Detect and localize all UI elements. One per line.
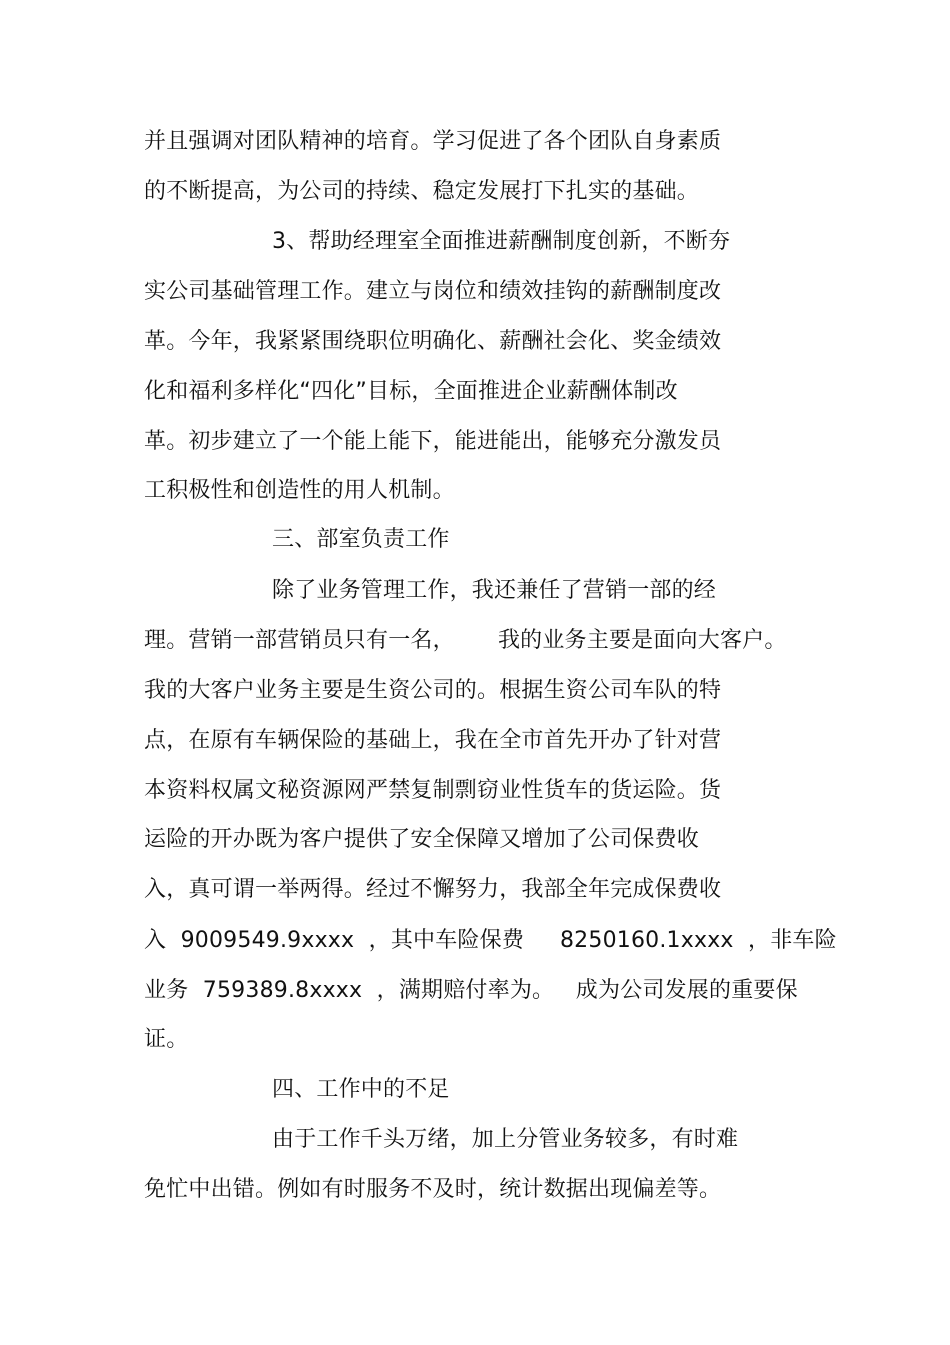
paragraph-line: 化和福利多样化“四化”目标，全面推进企业薪酬体制改 [144, 379, 678, 404]
paragraph-line: 本资料权属文秘资源网严禁复制剽窃业性货车的货运险。货 [144, 778, 722, 803]
section-heading: 四、工作中的不足 [272, 1077, 450, 1102]
paragraph-line: 运险的开办既为客户提供了安全保障又增加了公司保费收 [144, 827, 700, 852]
paragraph-line: 实公司基础管理工作。建立与岗位和绩效挂钩的薪酬制度改 [144, 279, 722, 304]
paragraph-line: 3、帮助经理室全面推进薪酬制度创新，不断夯 [272, 229, 731, 254]
paragraph-line: 我的大客户业务主要是生资公司的。根据生资公司车队的特 [144, 678, 722, 703]
paragraph-line: 工积极性和创造性的用人机制。 [144, 478, 455, 503]
paragraph-line: 入 9009549.9xxxx ，其中车险保费 8250160.1xxxx ，非车险 [144, 928, 837, 953]
paragraph-line: 免忙中出错。例如有时服务不及时，统计数据出现偏差等。 [144, 1177, 722, 1202]
paragraph-line: 点，在原有车辆保险的基础上，我在全市首先开办了针对营 [144, 728, 722, 753]
paragraph-line: 并且强调对团队精神的培育。学习促进了各个团队自身素质 [144, 129, 722, 154]
paragraph-line: 由于工作千头万绪，加上分管业务较多，有时难 [272, 1127, 739, 1152]
paragraph-line: 革。今年，我紧紧围绕职位明确化、薪酬社会化、奖金绩效 [144, 329, 722, 354]
paragraph-line: 证。 [144, 1027, 189, 1052]
paragraph-line: 的不断提高，为公司的持续、稳定发展打下扎实的基础。 [144, 179, 700, 204]
paragraph-line: 除了业务管理工作，我还兼任了营销一部的经 [272, 578, 717, 603]
paragraph-line: 业务 759389.8xxxx ，满期赔付率为。 成为公司发展的重要保 [144, 978, 798, 1003]
paragraph-line: 入，真可谓一举两得。经过不懈努力，我部全年完成保费收 [144, 877, 722, 902]
section-heading: 三、部室负责工作 [272, 527, 450, 552]
paragraph-line: 理。营销一部营销员只有一名， 我的业务主要是面向大客户。 [144, 628, 787, 653]
paragraph-line: 革。初步建立了一个能上能下，能进能出，能够充分激发员 [144, 429, 722, 454]
